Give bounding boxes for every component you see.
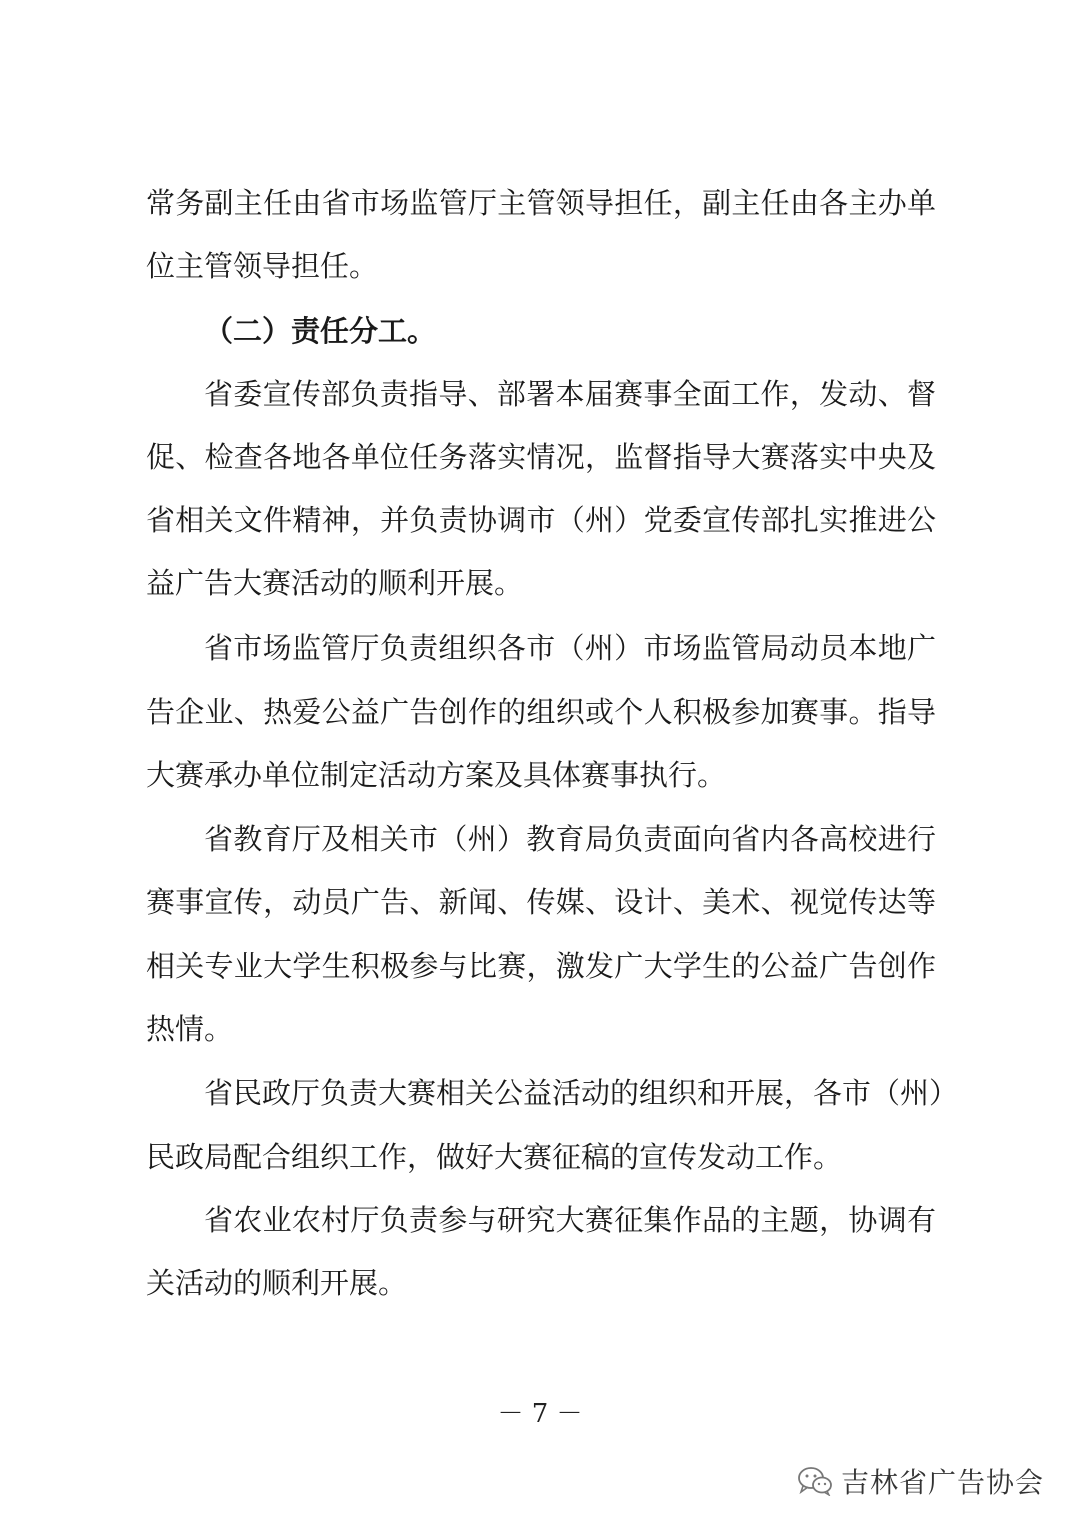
paragraph-line: 相关专业大学生积极参与比赛，激发广大学生的公益广告创作 — [146, 949, 936, 983]
paragraph-line: 大赛承办单位制定活动方案及具体赛事执行。 — [146, 758, 727, 792]
paragraph-line: 省农业农村厅负责参与研究大赛征集作品的主题，协调有 — [204, 1203, 936, 1237]
section-heading: （二）责任分工。 — [204, 314, 437, 348]
paragraph-line: 民政局配合组织工作，做好大赛征稿的宣传发动工作。 — [146, 1140, 843, 1174]
paragraph-line: 省市场监管厅负责组织各市（州）市场监管局动员本地广 — [204, 631, 936, 665]
paragraph-line: 省民政厅负责大赛相关公益活动的组织和开展，各市（州） — [204, 1076, 959, 1110]
paragraph-line: 促、检查各地各单位任务落实情况，监督指导大赛落实中央及 — [146, 440, 936, 474]
paragraph-line: 益广告大赛活动的顺利开展。 — [146, 566, 524, 600]
page-number: － 7 － — [497, 1399, 583, 1429]
watermark — [797, 1456, 1044, 1506]
paragraph-line: 赛事宣传，动员广告、新闻、传媒、设计、美术、视觉传达等 — [146, 885, 936, 919]
paragraph-line: 省教育厅及相关市（州）教育局负责面向省内各高校进行 — [204, 822, 936, 856]
wechat-icon — [797, 1466, 833, 1496]
paragraph-line: 关活动的顺利开展。 — [146, 1266, 408, 1300]
paragraph-line: 告企业、热爱公益广告创作的组织或个人积极参加赛事。指导 — [146, 695, 936, 729]
watermark-text: 吉林省广告协会 — [840, 1466, 1044, 1499]
paragraph-line: 省委宣传部负责指导、部署本届赛事全面工作，发动、督 — [204, 377, 936, 411]
paragraph-line: 热情。 — [146, 1012, 234, 1046]
paragraph-line: 常务副主任由省市场监管厅主管领导担任，副主任由各主办单 — [146, 186, 936, 220]
paragraph-line: 位主管领导担任。 — [146, 249, 379, 283]
paragraph-line: 省相关文件精神，并负责协调市（州）党委宣传部扎实推进公 — [146, 503, 936, 537]
